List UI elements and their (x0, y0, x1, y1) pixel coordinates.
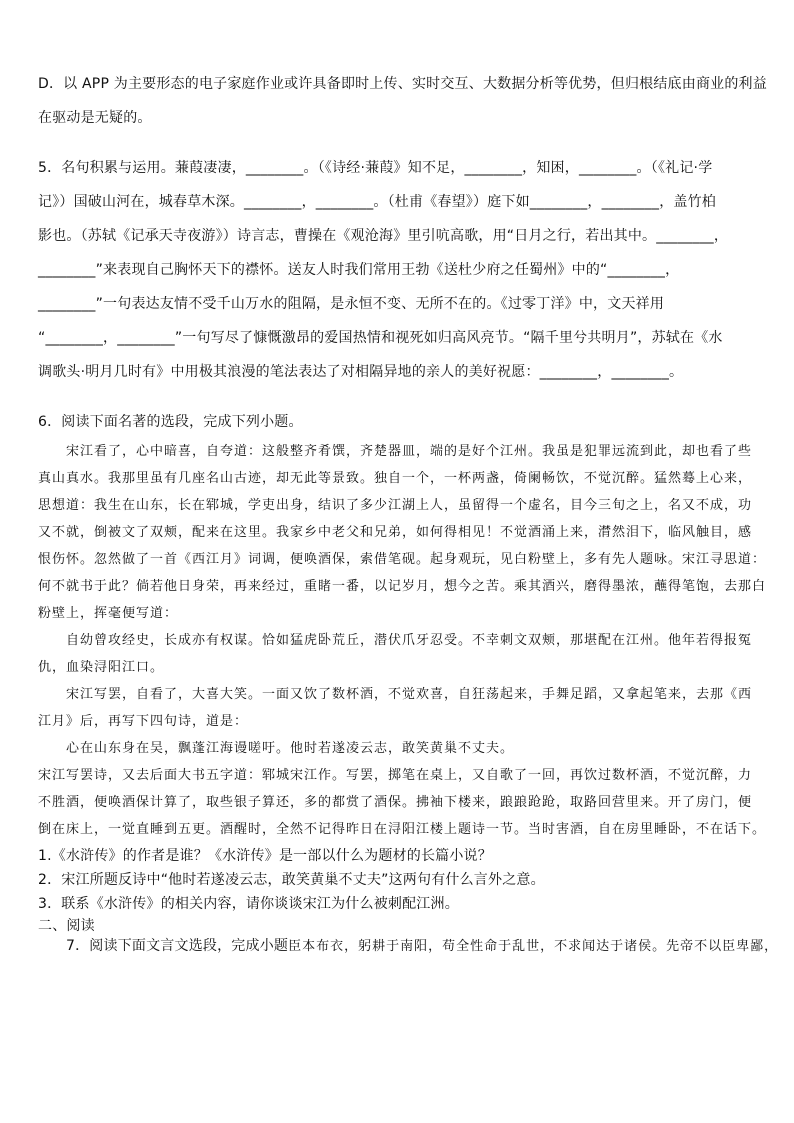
q5-line: ________”一句表达友情不受千山万水的阻隔，是永恒不变、无所不在的。《过零丁洋》中，文天祥用 (38, 296, 665, 312)
q7-prefix: 7．阅读下面文言文选段，完成小题 (66, 938, 289, 954)
q6-intro: 6．阅读下面名著的选段，完成下列小题。 (38, 414, 303, 430)
q5-line: 记》）国破山河在，城春草木深。________，________。（杜甫《春望》）庭下如________，________，盖竹柏 (38, 194, 716, 210)
q6-subquestion: 1.《水浒传》的作者是谁？《水浒传》是一部以什么为题材的长篇小说？ (38, 848, 492, 864)
section-heading: 二、阅读 (38, 918, 95, 934)
q5-line: 5．名句积累与运用。蒹葭凄凄，________。（《诗经·蒹葭》知不足，________，知困，________。（《礼记·学 (38, 160, 713, 176)
document-page (38, 74, 779, 957)
passage-line: 何不就书于此？倘若他日身荣，再来经过，重睹一番，以记岁月，想今之苦。乘其酒兴，磨得墨浓，蘸得笔饱，去那白 (38, 579, 767, 594)
q5-line: “________，________”一句写尽了慷慨激昂的爱国热情和视死如归高风亮节。“隔千里兮共明月”，苏轼在《水 (38, 330, 723, 346)
option-d-line: D．以 APP 为主要形态的电子家庭作业或许具备即时上传、实时交互、大数据分析等优势，但归根结底由商业的利益 (38, 76, 767, 92)
option-d-line: 在驱动是无疑的。 (38, 110, 152, 126)
poem-line: 仇，血染浔阳江口。 (38, 660, 165, 675)
passage-line: 又不就，倒被文了双颊，配来在这里。我家乡中老父和兄弟，如何得相见！不觉酒涌上来，潸然泪下，临风触目，感 (38, 525, 753, 540)
section-2 (38, 916, 779, 957)
passage-line: 真山真水。我那里虽有几座名山古迹，却无此等景致。独自一个，一杯两盏，倚阑畅饮，不觉沉醉。猛然蓦上心来， (38, 471, 753, 486)
question-6 (38, 412, 767, 914)
question-5 (38, 158, 760, 382)
q7-line (38, 936, 779, 957)
passage-line: 宋江写罢诗，又去后面大书五字道：郓城宋江作。写罢，掷笔在桌上，又自歌了一回，再饮过数杯酒，不觉沉醉，力 (38, 768, 753, 783)
passage-line: 宋江写罢，自看了，大喜大笑。一面又饮了数杯酒，不觉欢喜，自狂荡起来，手舞足蹈，又拿起笔来，去那《西 (66, 687, 753, 702)
poem-line: 心在山东身在吴，飘蓬江海谩嗟吁。他时若遂凌云志，敢笑黄巢不丈夫。 (66, 741, 515, 756)
passage-line: 恨伤怀。忽然做了一首《西江月》词调，便唤酒保，索借笔砚。起身观玩，见白粉壁上，多有先人题咏。宋江寻思道： (38, 552, 767, 567)
passage-line: 粉壁上，挥毫便写道： (38, 606, 179, 621)
passage-line: 宋江看了，心中暗喜，自夸道：这般整齐肴馔，齐楚器皿，端的是好个江州。我虽是犯罪远流到此，却也看了些 (66, 444, 753, 459)
option-d (38, 74, 767, 128)
q5-line: 调歌头·明月几时有》中用极其浪漫的笔法表达了对相隔异地的亲人的美好祝愿：________，________。 (38, 364, 684, 380)
q6-subquestion: 3．联系《水浒传》的相关内容，请你谈谈宋江为什么被刺配江洲。 (38, 896, 459, 912)
poem-line: 自幼曾攻经史，长成亦有权谋。恰如猛虎卧荒丘，潜伏爪牙忍受。不幸刺文双颊，那堪配在江州。他年若得报冤 (66, 633, 753, 648)
q6-subquestion: 2．宋江所题反诗中“他时若遂凌云志，敢笑黄巢不丈夫”这两句有什么言外之意。 (38, 872, 545, 888)
passage-line: 不胜酒，便唤酒保计算了，取些银子算还，多的都赏了酒保。拂袖下楼来，踉踉跄跄，取路回营里来。开了房门，便 (38, 795, 753, 810)
passage-line: 倒在床上，一觉直睡到五更。酒醒时，全然不记得昨日在浔阳江楼上题诗一节。当时害酒，自在房里睡卧，不在话下。 (38, 822, 767, 837)
q5-line: ________”来表现自己胸怀天下的襟怀。送友人时我们常用王勃《送杜少府之任蜀州》中的“________， (38, 262, 680, 278)
passage-line: 思想道：我生在山东，长在郓城，学吏出身，结识了多少江湖上人，虽留得一个虚名，目今三旬之上，名又不成，功 (38, 498, 753, 513)
passage-line: 江月》后，再写下四句诗，道是： (38, 714, 249, 729)
q7-text: 臣本布衣，躬耕于南阳，苟全性命于乱世，不求闻达于诸侯。先帝不以臣卑鄙， (288, 939, 779, 954)
q5-line: 影也。（苏轼《记承天寺夜游》）诗言志，曹操在《观沧海》里引吭高歌，用“日月之行，若出其中。________， (38, 228, 729, 244)
